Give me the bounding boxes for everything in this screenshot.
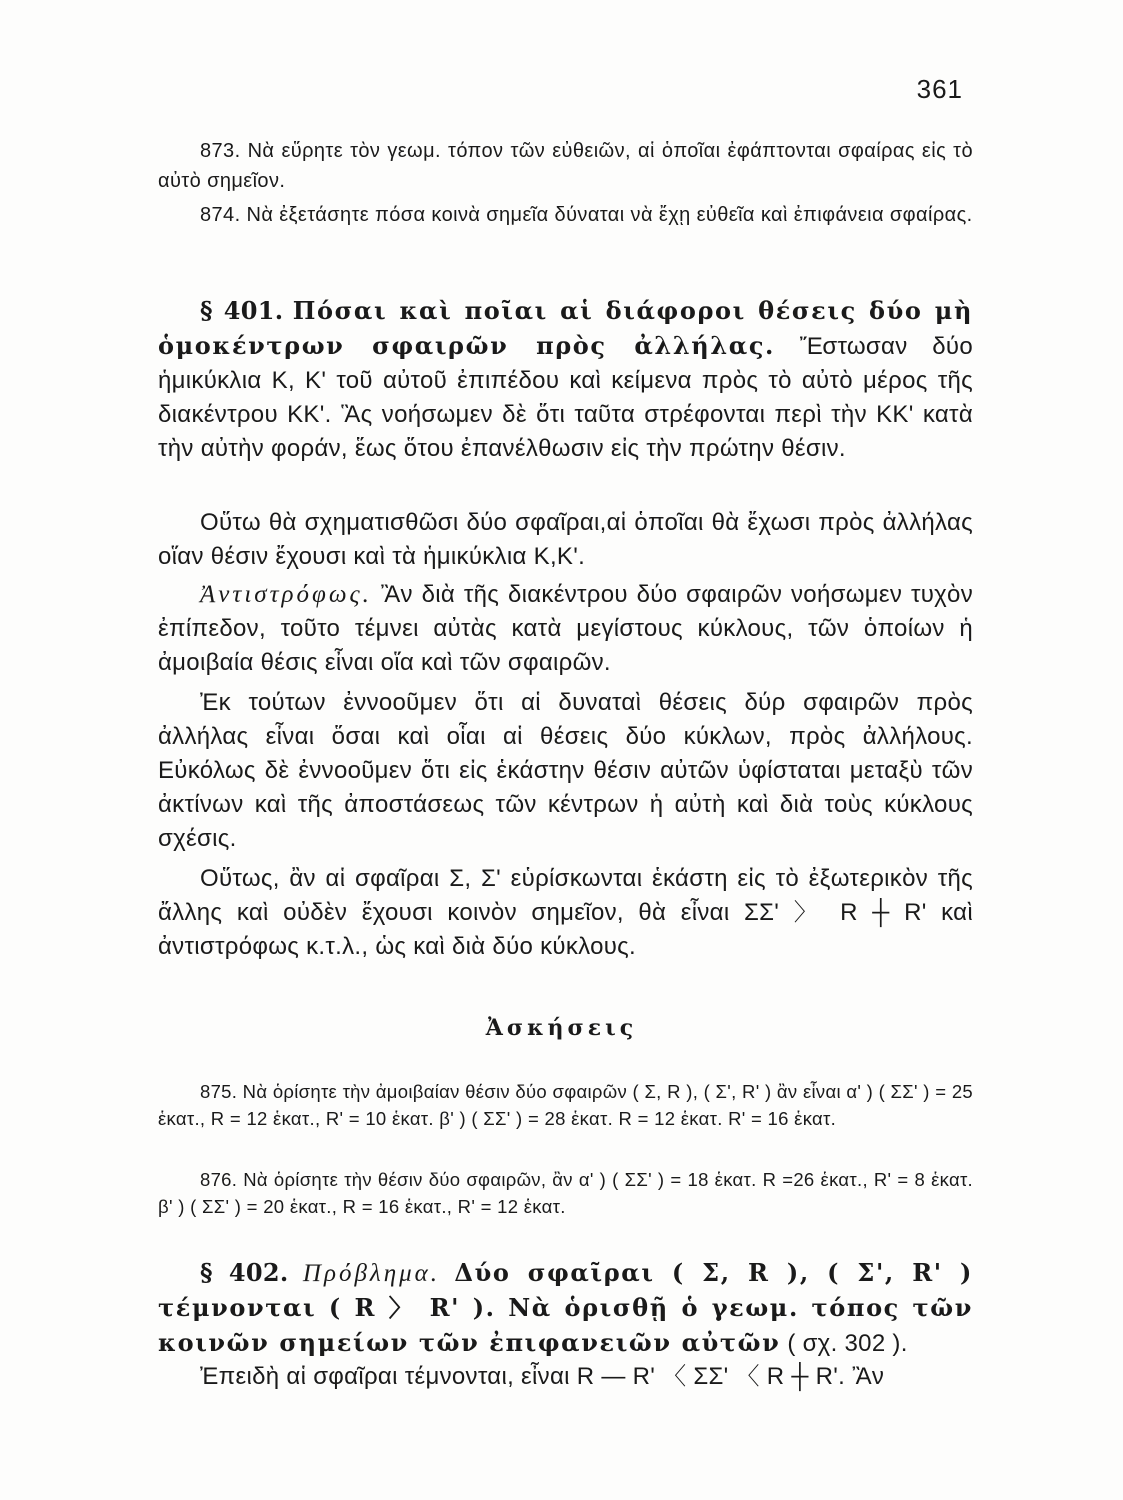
section-401 — [158, 294, 973, 466]
section-401-heading: Πόσαι καὶ ποῖαι αἱ διάφοροι θέσεις δύο μὴ ὁμοκέντρων σφαιρῶν πρὸς ἀλλήλας. — [158, 296, 973, 360]
section-402-paragraph-1: Ἐπειδὴ αἱ σφαῖραι τέμνονται, εἶναι R — R' 〈 ΣΣ' 〈 R ┼ R'. Ἂν — [200, 1363, 885, 1390]
section-401-paragraph-2: Οὕτω θὰ σχηματισθῶσι δύο σφαῖραι,αἱ ὁποῖαι θὰ ἔχωσι πρὸς ἀλλήλας οἵαν θέσιν ἔχουσι καὶ τὰ ἡμικύκλια Κ,Κ'. — [158, 509, 973, 570]
section-401-paragraph-1: Ἔστωσαν δύο ἡμικύκλια Κ, Κ' τοῦ αὐτοῦ ἐπιπέδου καὶ κείμενα πρὸς τὸ αὐτὸ μέρος τῆς διακέντρου ΚΚ'. Ἃς νοήσωμεν δὲ ὅτι ταῦτα στρέφονται περὶ τὴν ΚΚ' κατὰ τὴν αὐτὴν φοράν, ἕως ὅτου ἐπανέλθωσιν εἰς τὴν πρώτην θέσιν. — [158, 333, 973, 462]
section-401-number: § 401. — [200, 296, 284, 325]
figure-reference: ( σχ. 302 ). — [787, 1330, 908, 1357]
problem-label: Πρόβλημα. — [302, 1260, 441, 1287]
conversely-label: Ἀντιστρόφως. — [200, 581, 372, 608]
page-number: 361 — [916, 74, 963, 104]
exercise-873: 873. Νὰ εὕρητε τὸν γεωμ. τόπον τῶν εὐθειῶν, αἱ ὁποῖαι ἐφάπτονται σφαίρας εἰς τὸ αὐτὸ σημεῖον. — [158, 140, 973, 192]
section-402-number: § 402. — [200, 1258, 289, 1287]
section-402-heading: Δύο σφαῖραι ( Σ, R ), ( Σ', R' ) τέμνονται ( R 〉 R' ). Νὰ ὁρισθῇ ὁ γεωμ. τόπος τῶν κοινῶν σημείων τῶν ἐπιφανειῶν αὐτῶν — [158, 1258, 973, 1357]
exercises-title: Ἀσκήσεις — [485, 1015, 638, 1041]
section-401-paragraph-4: Ἐκ τούτων ἐννοοῦμεν ὅτι αἱ δυναταὶ θέσεις δύρ σφαιρῶν πρὸς ἀλλήλας εἶναι ὅσαι καὶ οἷαι αἱ θέσεις δύο κύκλων, πρὸς ἀλλήλους. Εὐκόλως δὲ ἐννοοῦμεν ὅτι εἰς ἑκάστην θέσιν αὐτῶν ὑφίσταται μεταξὺ τῶν ἀκτίνων καὶ τῆς ἀποστάσεως τῶν κέντρων ἡ αὐτὴ καὶ διὰ τοὺς κύκλους σχέσις. — [158, 689, 973, 852]
section-401-paragraph-3 — [158, 578, 973, 680]
section-402 — [158, 1256, 973, 1361]
section-401-paragraph-5: Οὕτως, ἂν αἱ σφαῖραι Σ, Σ' εὑρίσκωνται ἑκάστη εἰς τὸ ἐξωτερικὸν τῆς ἄλλης καὶ οὐδὲν ἔχουσι κοινὸν σημεῖον, θὰ εἶναι ΣΣ' 〉 R ┼ R' καὶ ἀντιστρόφως κ.τ.λ., ὡς καὶ διὰ δύο κύκλους. — [158, 865, 973, 960]
exercise-874: 874. Νὰ ἐξετάσητε πόσα κοινὰ σημεῖα δύναται νὰ ἔχῃ εὐθεῖα καὶ ἐπιφάνεια σφαίρας. — [200, 204, 973, 226]
exercise-875: 875. Νὰ ὁρίσητε τὴν ἀμοιβαίαν θέσιν δύο σφαιρῶν ( Σ, R ), ( Σ', R' ) ἂν εἶναι α' ) ( ΣΣ' ) = 25 ἑκατ., R = 12 ἑκατ., R' = 10 ἑκατ. β' ) ( ΣΣ' ) = 28 ἑκατ. R = 12 ἑκατ. R' = 16 ἑκατ. — [158, 1081, 973, 1129]
conversely-text: Ἂν διὰ τῆς διακέντρου δύο σφαιρῶν νοήσωμεν τυχὸν ἐπίπεδον, τοῦτο τέμνει αὐτὰς κατὰ μεγίστους κύκλους, τῶν ὁποίων ἡ ἀμοιβαία θέσις εἶναι οἵα καὶ τῶν σφαιρῶν. — [158, 581, 974, 676]
exercise-876: 876. Νὰ ὁρίσητε τὴν θέσιν δύο σφαιρῶν, ἂν α' ) ( ΣΣ' ) = 18 ἑκατ. R =26 ἑκατ., R' = 8 ἑκατ. β' ) ( ΣΣ' ) = 20 ἑκατ., R = 16 ἑκατ., R' = 12 ἑκατ. — [158, 1169, 973, 1217]
